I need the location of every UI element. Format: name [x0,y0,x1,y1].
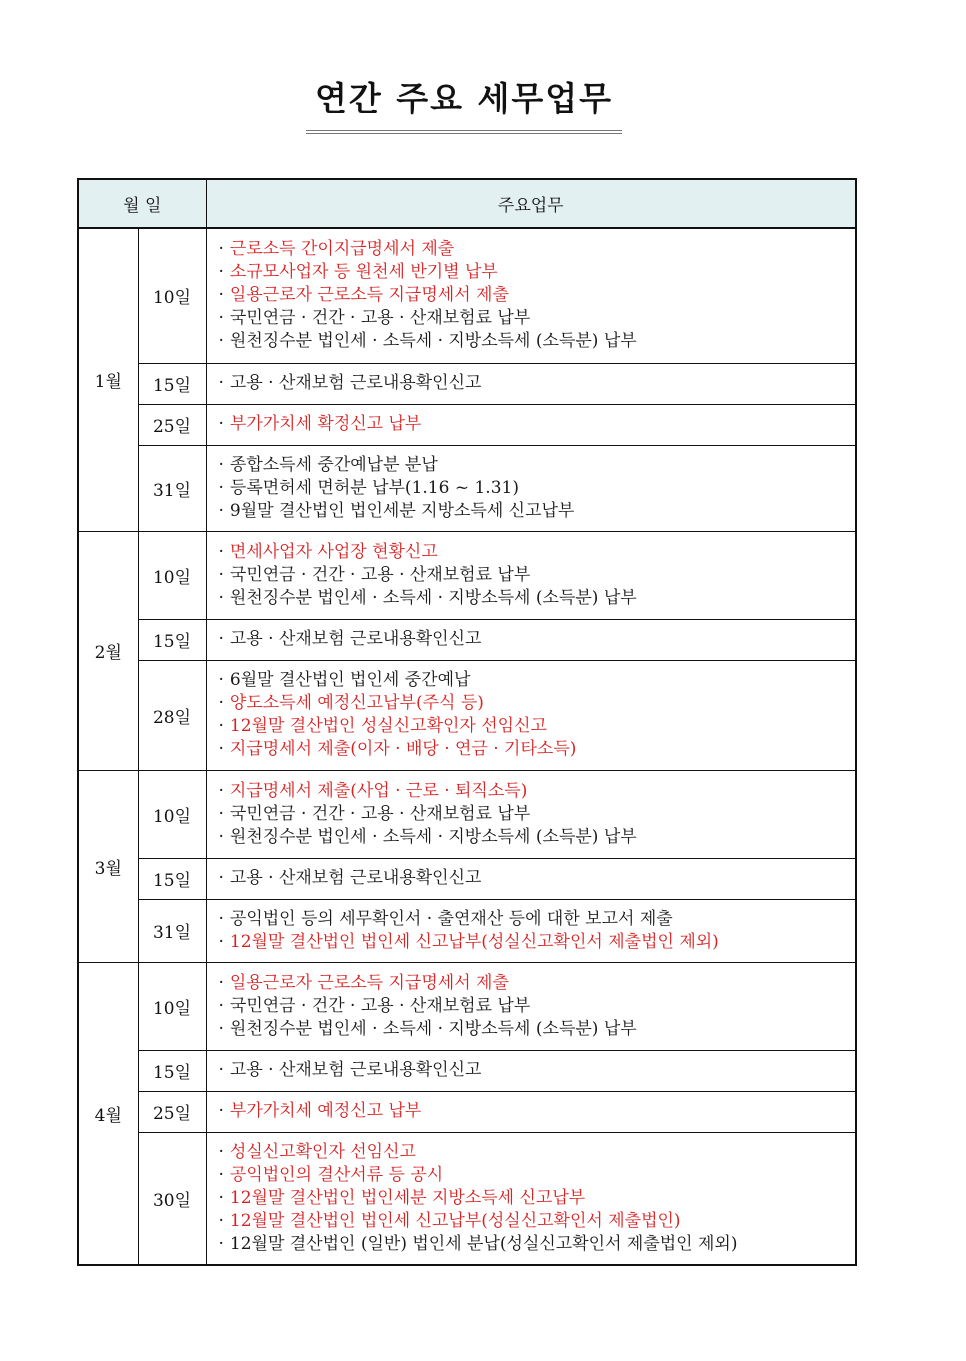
tasks-cell [206,770,856,858]
table-row [78,858,856,899]
table-row [78,770,856,858]
task-item: · 12월말 결산법인 (일반) 법인세 분납(성실신고확인서 제출법인 제외) [219,1233,856,1256]
table-row [78,404,856,445]
task-item: · 고용 · 산재보험 근로내용확인신고 [219,867,856,890]
task-item: · 고용 · 산재보험 근로내용확인신고 [219,1059,856,1082]
tasks-cell [206,660,856,770]
task-item: · 소규모사업자 등 원천세 반기별 납부 [219,261,856,284]
task-item: · 종합소득세 중간예납분 분납 [219,454,856,477]
header-tasks: 주요업무 [206,179,856,228]
table-body [78,228,856,1265]
page-title: 연간 주요 세무업무 [314,79,613,118]
task-item: · 국민연금 · 건간 · 고용 · 산재보험료 납부 [219,307,856,330]
tasks-cell [206,962,856,1050]
tasks-cell [206,899,856,962]
day-cell: 10일 [138,228,206,363]
task-item: · 12월말 결산법인 성실신고확인자 선임신고 [219,715,856,738]
task-item: · 지급명세서 제출(이자 · 배당 · 연금 · 기타소득) [219,738,856,761]
task-item: · 공익법인의 결산서류 등 공시 [219,1164,856,1187]
tasks-cell [206,228,856,363]
task-item: · 등록면허세 면허분 납부(1.16 ~ 1.31) [219,477,856,500]
task-item: · 일용근로자 근로소득 지급명세서 제출 [219,972,856,995]
task-item: · 국민연금 · 건간 · 고용 · 산재보험료 납부 [219,803,856,826]
task-item: · 원천징수분 법인세 · 소득세 · 지방소득세 (소득분) 납부 [219,330,856,353]
table-row [78,660,856,770]
task-item: · 양도소득세 예정신고납부(주식 등) [219,692,856,715]
table-row [78,1132,856,1265]
day-cell: 10일 [138,770,206,858]
table-row [78,445,856,531]
table-row [78,962,856,1050]
task-item: · 9월말 결산법인 법인세분 지방소득세 신고납부 [219,500,856,523]
day-cell: 30일 [138,1132,206,1265]
tasks-cell [206,858,856,899]
task-item: · 면세사업자 사업장 현황신고 [219,541,856,564]
day-cell: 15일 [138,619,206,660]
task-item: · 원천징수분 법인세 · 소득세 · 지방소득세 (소득분) 납부 [219,1018,856,1041]
day-cell: 10일 [138,962,206,1050]
table-row [78,363,856,404]
tasks-cell [206,531,856,619]
task-item: · 6월말 결산법인 법인세 중간예납 [219,669,856,692]
tasks-cell [206,1091,856,1132]
table-row [78,899,856,962]
task-item: · 국민연금 · 건간 · 고용 · 산재보험료 납부 [219,995,856,1018]
task-item: · 부가가치세 확정신고 납부 [219,413,856,436]
table-row [78,619,856,660]
day-cell: 15일 [138,1050,206,1091]
task-item: · 12월말 결산법인 법인세 신고납부(성실신고확인서 제출법인) [219,1210,856,1233]
day-cell: 31일 [138,899,206,962]
task-item: · 원천징수분 법인세 · 소득세 · 지방소득세 (소득분) 납부 [219,587,856,610]
day-cell: 15일 [138,858,206,899]
task-item: · 성실신고확인자 선임신고 [219,1141,856,1164]
task-item: · 국민연금 · 건간 · 고용 · 산재보험료 납부 [219,564,856,587]
task-item: · 고용 · 산재보험 근로내용확인신고 [219,372,856,395]
table-row [78,228,856,363]
table-header-row [78,179,856,228]
month-cell: 2월 [78,531,138,770]
task-item: · 지급명세서 제출(사업 · 근로 · 퇴직소득) [219,780,856,803]
tasks-cell [206,1132,856,1265]
day-cell: 10일 [138,531,206,619]
task-item: · 공익법인 등의 세무확인서 · 출연재산 등에 대한 보고서 제출 [219,908,856,931]
task-item: · 부가가치세 예정신고 납부 [219,1100,856,1123]
tasks-cell [206,1050,856,1091]
task-item: · 12월말 결산법인 법인세분 지방소득세 신고납부 [219,1187,856,1210]
task-item: · 12월말 결산법인 법인세 신고납부(성실신고확인서 제출법인 제외) [219,931,856,954]
task-item: · 원천징수분 법인세 · 소득세 · 지방소득세 (소득분) 납부 [219,826,856,849]
month-cell: 4월 [78,962,138,1265]
day-cell: 25일 [138,1091,206,1132]
day-cell: 28일 [138,660,206,770]
month-cell: 1월 [78,228,138,531]
title-underline [306,130,622,134]
task-item: · 일용근로자 근로소득 지급명세서 제출 [219,284,856,307]
day-cell: 15일 [138,363,206,404]
header-date: 월 일 [78,179,206,228]
table-row [78,1050,856,1091]
day-cell: 25일 [138,404,206,445]
task-item: · 근로소득 간이지급명세서 제출 [219,238,856,261]
tasks-cell [206,363,856,404]
month-cell: 3월 [78,770,138,962]
title-block [306,78,622,134]
tasks-cell [206,404,856,445]
table-row [78,1091,856,1132]
tax-schedule-table [77,178,857,1266]
tasks-cell [206,445,856,531]
table-row [78,531,856,619]
task-item: · 고용 · 산재보험 근로내용확인신고 [219,628,856,651]
day-cell: 31일 [138,445,206,531]
tasks-cell [206,619,856,660]
